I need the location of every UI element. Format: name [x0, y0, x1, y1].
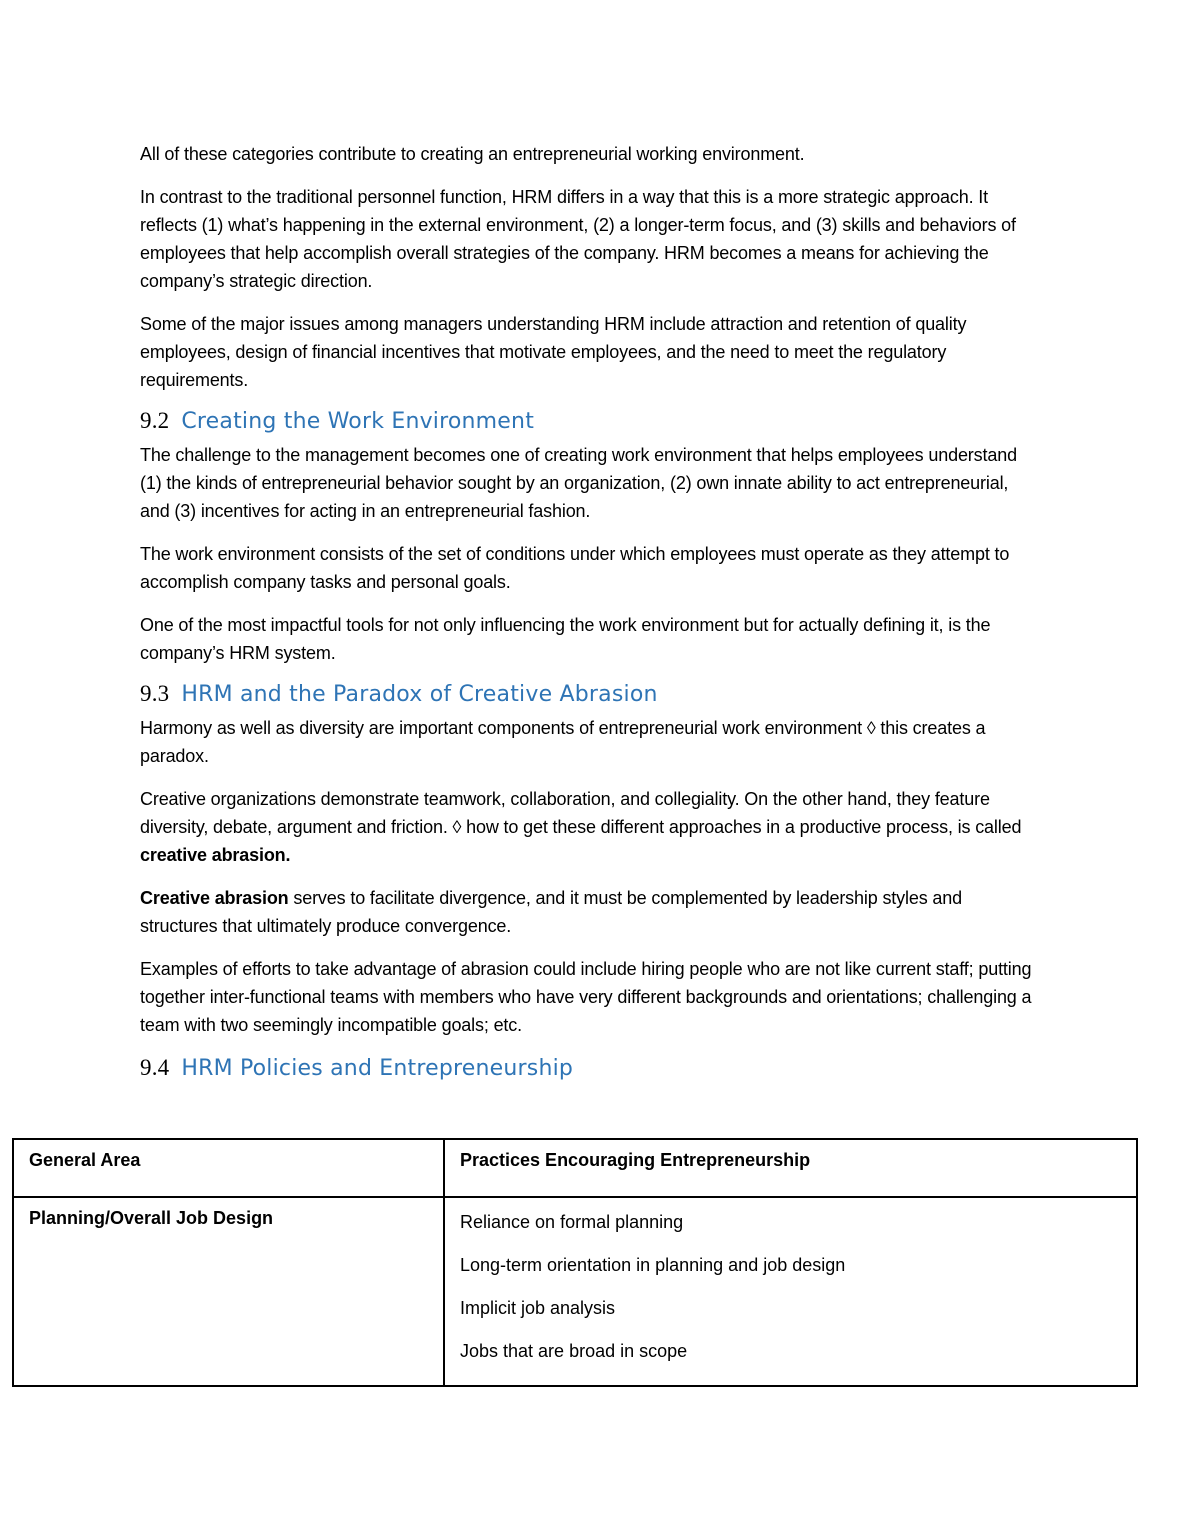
header-practices: Practices Encouraging Entrepreneurship: [444, 1139, 1137, 1197]
section-number: 9.3: [140, 681, 170, 706]
section-heading-9-4: [140, 1051, 1040, 1086]
paragraph-text: Creative organizations demonstrate teamwork, collaboration, and collegiality. On the other hand, they feature diversity, debate, argument and friction. ◊ how to get these different approaches in a productive process, is called: [140, 789, 1022, 837]
paragraph: [140, 785, 1040, 869]
practice-item: Implicit job analysis: [460, 1298, 616, 1318]
bold-term: Creative abrasion: [140, 888, 289, 908]
document-body: [140, 140, 1040, 1088]
paragraph: Harmony as well as diversity are important components of entrepreneurial work environment ◊ this creates a paradox.: [140, 718, 986, 766]
header-general-area: General Area: [13, 1139, 444, 1197]
bold-term: creative abrasion.: [140, 845, 291, 865]
paragraph: One of the most impactful tools for not only influencing the work environment but for actually defining it, is the company’s HRM system.: [140, 615, 991, 663]
table-header-row: [13, 1139, 1137, 1197]
paragraph: All of these categories contribute to creating an entrepreneurial working environment.: [140, 144, 805, 164]
practice-item: Jobs that are broad in scope: [460, 1341, 688, 1361]
section-heading-9-2: [140, 404, 1040, 439]
section-title: HRM and the Paradox of Creative Abrasion: [181, 682, 658, 707]
table-row: [13, 1197, 1137, 1386]
cell-general-area: [13, 1197, 444, 1386]
paragraph: In contrast to the traditional personnel function, HRM differs in a way that this is a more strategic approach. It reflects (1) what’s happening in the external environment, (2) a longer-term focus, and (3) skills and behaviors of employees that help accomplish overall strategies of the company. HRM becomes a means for achieving the company’s strategic direction.: [140, 187, 1016, 291]
paragraph: Some of the major issues among managers understanding HRM include attraction and retention of quality employees, design of financial incentives that motivate employees, and the need to meet the regulatory requirements.: [140, 314, 967, 390]
paragraph: The work environment consists of the set of conditions under which employees must operate as they attempt to accomplish company tasks and personal goals.: [140, 544, 1010, 592]
section-number: 9.4: [140, 1055, 170, 1080]
paragraph: [140, 884, 1040, 940]
area-label: Planning/Overall Job Design: [29, 1208, 274, 1228]
paragraph-text: serves to facilitate divergence, and it must be complemented by leadership styles and structures that ultimately produce convergence.: [140, 888, 962, 936]
section-number: 9.2: [140, 408, 170, 433]
cell-practices: [444, 1197, 1137, 1386]
paragraph: Examples of efforts to take advantage of abrasion could include hiring people who are not like current staff; putting together inter-functional teams with members who have very different backgrounds and orientations; challenging a team with two seemingly incompatible goals; etc.: [140, 959, 1032, 1035]
practice-item: Reliance on formal planning: [460, 1212, 684, 1232]
practice-item: Long-term orientation in planning and job design: [460, 1255, 846, 1275]
section-heading-9-3: [140, 677, 1040, 712]
section-title: Creating the Work Environment: [181, 409, 535, 434]
hrm-policies-table: [12, 1138, 1138, 1387]
section-title: HRM Policies and Entrepreneurship: [181, 1056, 574, 1081]
paragraph: The challenge to the management becomes one of creating work environment that helps employees understand (1) the kinds of entrepreneurial behavior sought by an organization, (2) own innate ability to act entrepreneurial, and (3) incentives for acting in an entrepreneurial fashion.: [140, 445, 1017, 521]
